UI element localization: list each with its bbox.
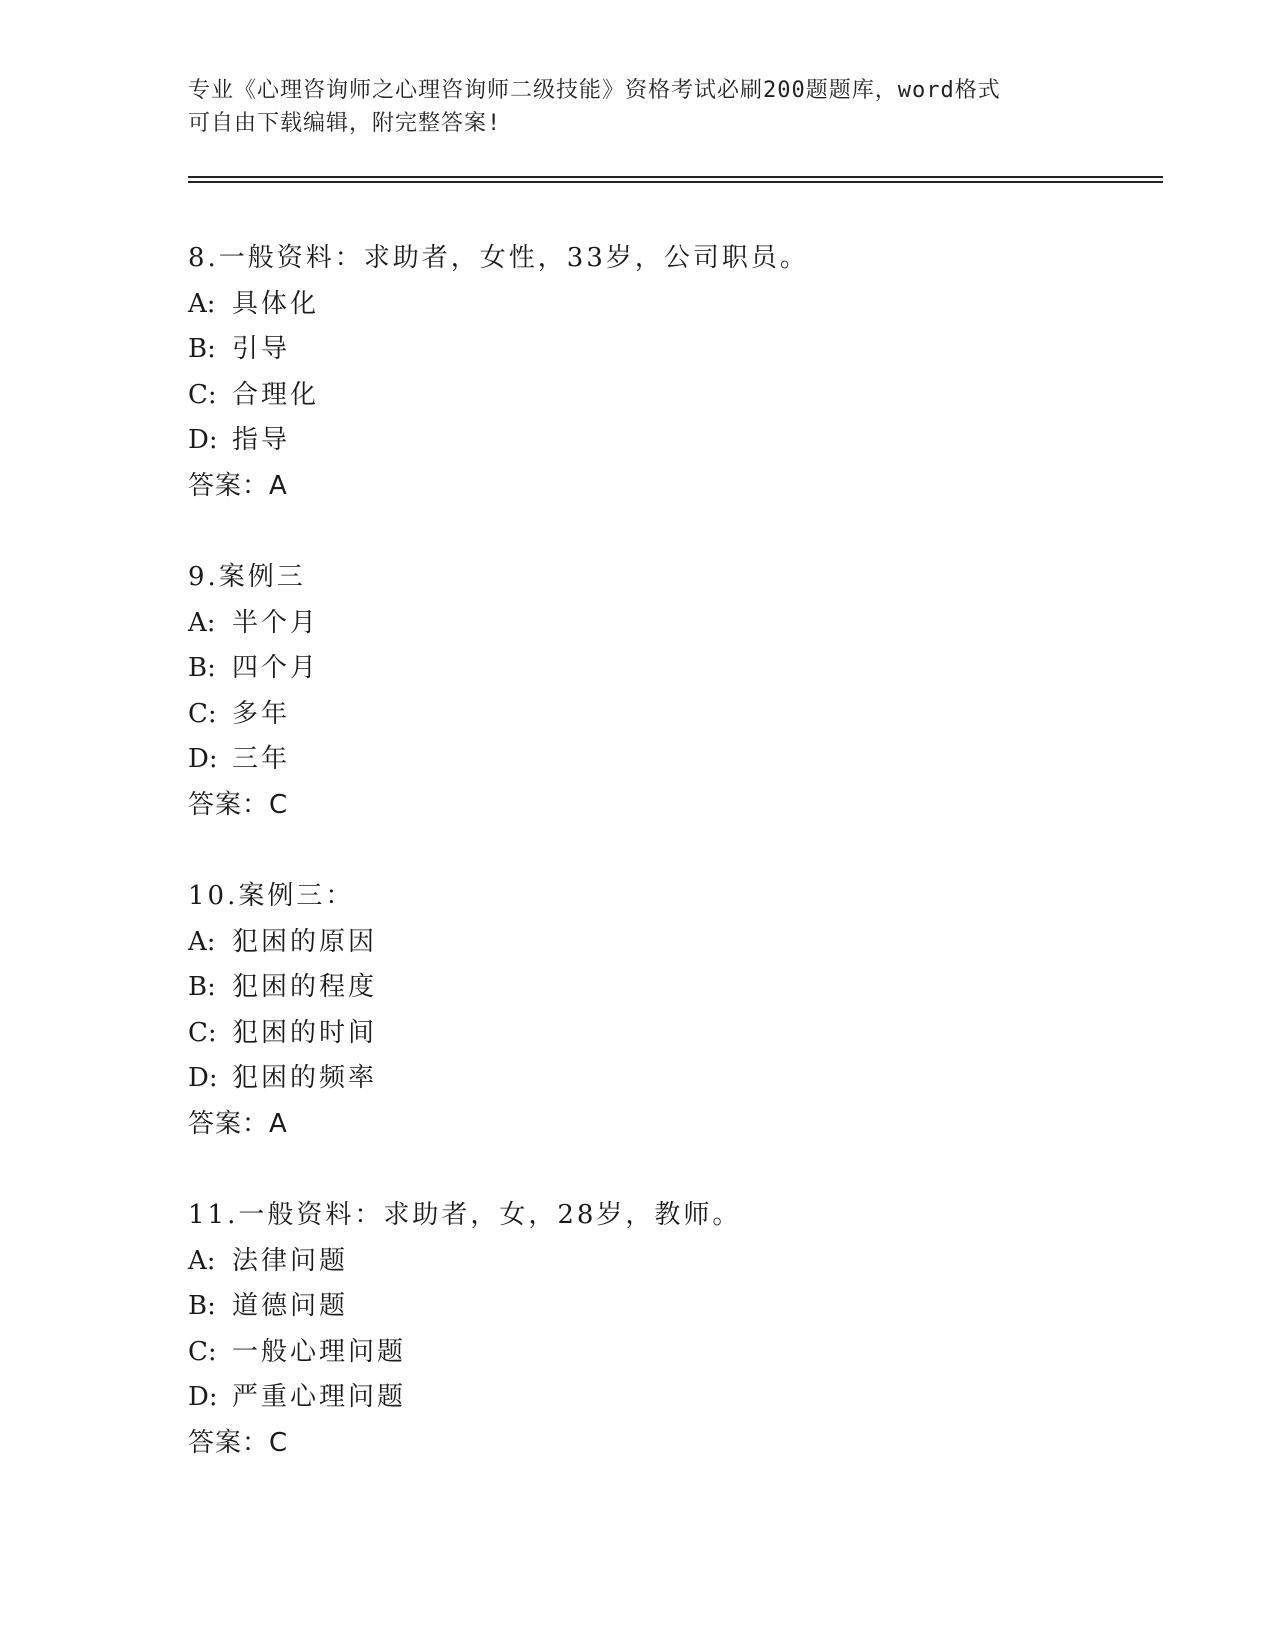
answer-line: 答案：C	[188, 1427, 289, 1458]
option-c	[188, 373, 1163, 419]
option-c	[188, 1011, 1163, 1057]
option-letter: B:	[188, 1291, 216, 1321]
option-text: 引导	[232, 334, 291, 364]
option-text: 犯困的频率	[232, 1063, 378, 1093]
option-text: 半个月	[232, 607, 320, 638]
option-letter: A:	[188, 607, 216, 638]
option-a	[188, 282, 1163, 328]
option-text: 具体化	[232, 288, 320, 319]
option-b	[188, 965, 1163, 1011]
option-text: 犯困的时间	[232, 1017, 378, 1048]
answer-line: 答案：A	[188, 470, 288, 501]
option-text: 法律问题	[232, 1245, 349, 1276]
question-10	[188, 874, 1163, 1147]
option-letter: B:	[188, 334, 216, 364]
answer-line: 答案：C	[188, 789, 289, 820]
question-9	[188, 555, 1163, 828]
option-text: 多年	[232, 698, 291, 729]
question-8	[188, 236, 1163, 509]
option-letter: C:	[188, 1017, 217, 1048]
option-text: 道德问题	[232, 1291, 349, 1321]
option-text: 严重心理问题	[232, 1382, 407, 1412]
option-c	[188, 692, 1163, 738]
option-letter: C:	[188, 379, 217, 410]
header-line-2: 可自由下载编辑，附完整答案!	[188, 111, 502, 136]
option-a	[188, 1239, 1163, 1285]
question-stem: 10.案例三：	[188, 881, 355, 911]
option-letter: D:	[188, 744, 218, 774]
question-list	[188, 236, 1163, 1512]
option-letter: A:	[188, 926, 216, 957]
option-text: 一般心理问题	[232, 1336, 407, 1367]
option-d	[188, 418, 1163, 464]
option-d	[188, 737, 1163, 783]
option-letter: B:	[188, 972, 216, 1002]
question-stem: 8.一般资料：求助者，女性，33岁，公司职员。	[188, 243, 809, 273]
option-c	[188, 1330, 1163, 1376]
option-b	[188, 327, 1163, 373]
header-divider-bottom	[188, 181, 1163, 183]
option-text: 指导	[232, 425, 291, 455]
option-text: 犯困的程度	[232, 972, 378, 1002]
question-11	[188, 1193, 1163, 1466]
question-stem: 11.一般资料：求助者，女，28岁，教师。	[188, 1200, 742, 1230]
header-line-1: 专业《心理咨询师之心理咨询师二级技能》资格考试必刷200题题库，word格式	[188, 78, 1001, 103]
answer-line: 答案：A	[188, 1108, 288, 1139]
option-letter: D:	[188, 1382, 218, 1412]
option-letter: C:	[188, 1336, 217, 1367]
option-d	[188, 1375, 1163, 1421]
option-a	[188, 920, 1163, 966]
question-stem: 9.案例三	[188, 562, 306, 592]
option-d	[188, 1056, 1163, 1102]
option-text: 犯困的原因	[232, 926, 378, 957]
option-b	[188, 646, 1163, 692]
option-letter: A:	[188, 1245, 216, 1276]
option-text: 三年	[232, 744, 291, 774]
option-text: 合理化	[232, 379, 320, 410]
header-divider-top	[188, 176, 1163, 178]
document-header	[188, 74, 1088, 140]
option-letter: A:	[188, 288, 216, 319]
option-letter: D:	[188, 1063, 218, 1093]
option-text: 四个月	[232, 653, 320, 683]
option-letter: D:	[188, 425, 218, 455]
option-b	[188, 1284, 1163, 1330]
option-letter: C:	[188, 698, 217, 729]
option-letter: B:	[188, 653, 216, 683]
option-a	[188, 601, 1163, 647]
